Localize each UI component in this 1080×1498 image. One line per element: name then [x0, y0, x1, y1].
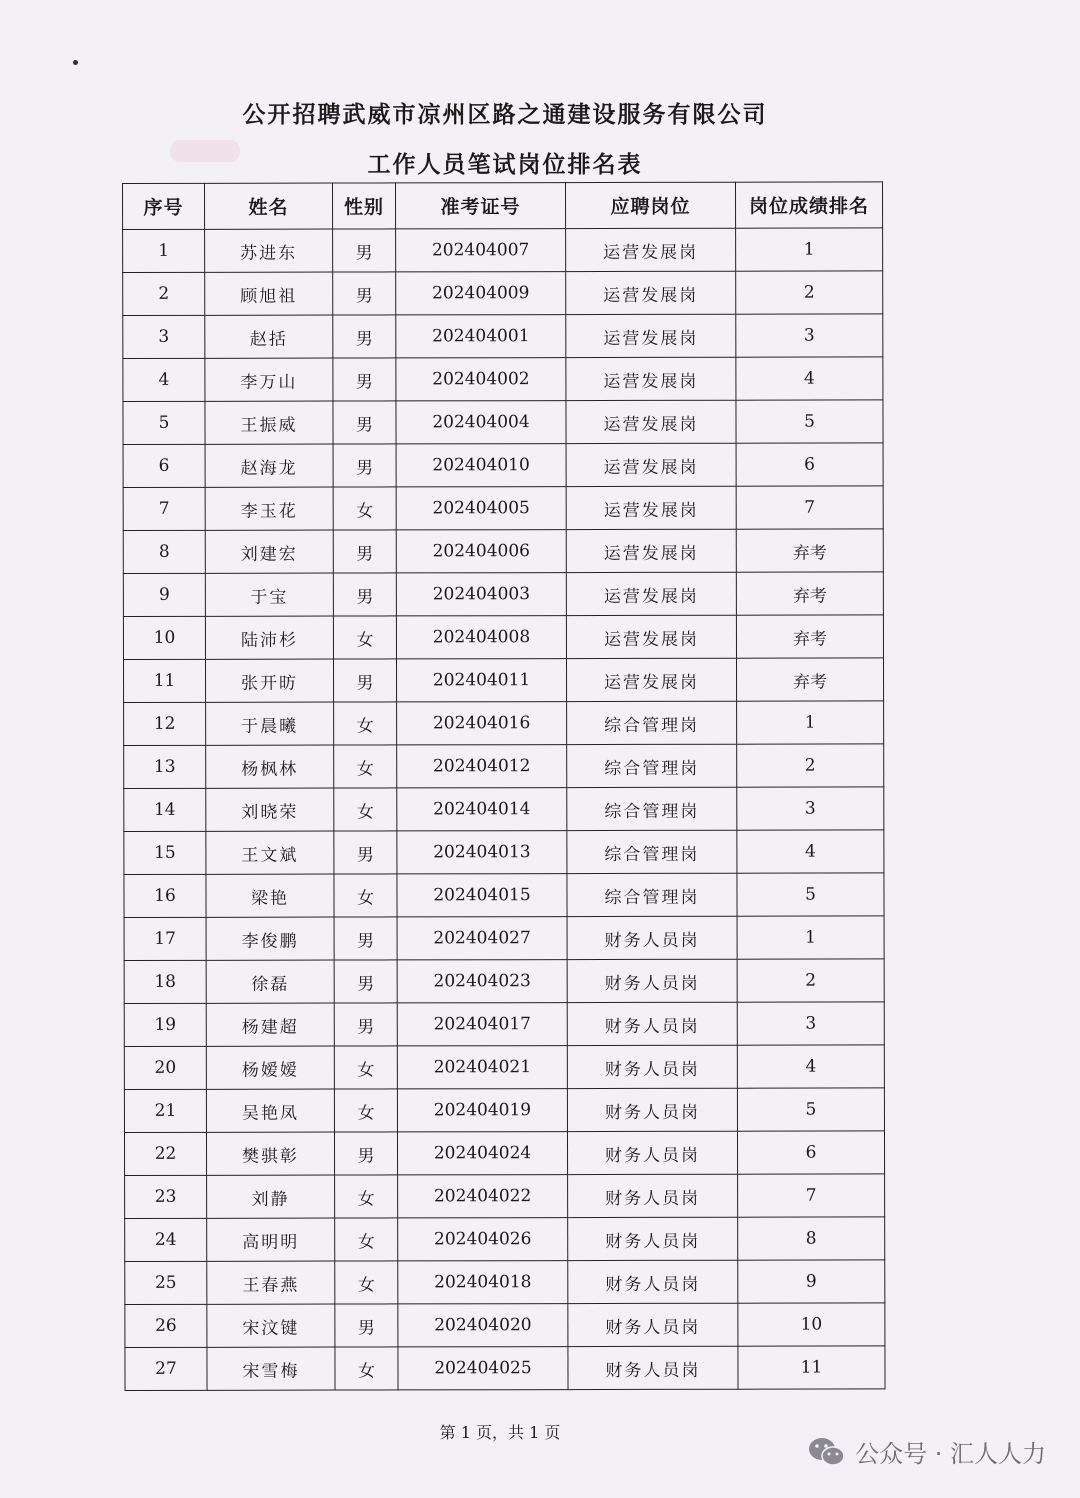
cell-index: 8	[123, 530, 205, 573]
cell-rank: 1	[737, 701, 884, 744]
col-header-gender: 性别	[333, 183, 396, 229]
cell-name: 于晨曦	[206, 702, 334, 745]
cell-exam-id: 202404005	[396, 487, 566, 530]
cell-index: 25	[125, 1261, 207, 1304]
cell-gender: 女	[334, 874, 397, 917]
table-row	[125, 1346, 885, 1391]
table-row	[124, 1045, 884, 1090]
cell-gender: 女	[334, 1046, 397, 1089]
table-row	[124, 873, 884, 918]
cell-name: 刘晓荣	[206, 788, 334, 831]
table-row	[123, 314, 883, 359]
cell-index: 10	[123, 616, 205, 659]
cell-gender: 男	[333, 573, 396, 616]
cell-name: 樊骐彰	[206, 1132, 334, 1175]
cell-index: 16	[124, 874, 206, 917]
cell-exam-id: 202404003	[396, 573, 566, 616]
table-row	[123, 271, 883, 316]
cell-position: 运营发展岗	[566, 228, 736, 271]
table-row	[124, 1131, 884, 1176]
table-row	[124, 701, 884, 746]
cell-name: 王文斌	[206, 831, 334, 874]
scan-speck	[73, 60, 78, 65]
table-row	[123, 658, 883, 703]
cell-gender: 男	[333, 229, 396, 272]
cell-exam-id: 202404024	[397, 1132, 567, 1175]
cell-index: 21	[124, 1089, 206, 1132]
cell-name: 宋雪梅	[207, 1347, 335, 1390]
table-row	[123, 228, 883, 273]
cell-position: 财务人员岗	[567, 1045, 737, 1088]
cell-exam-id: 202404011	[396, 659, 566, 702]
cell-name: 刘建宏	[205, 530, 333, 573]
cell-position: 综合管理岗	[567, 744, 737, 787]
watermark-text: 公众号 · 汇人人力	[855, 1440, 1046, 1468]
table-body	[123, 228, 885, 1391]
col-header-position: 应聘岗位	[566, 182, 736, 228]
cell-rank: 7	[736, 486, 883, 529]
table-row	[124, 830, 884, 875]
table-row	[123, 529, 883, 574]
cell-gender: 女	[335, 1218, 398, 1261]
cell-position: 运营发展岗	[566, 357, 736, 400]
cell-rank: 3	[737, 787, 884, 830]
cell-exam-id: 202404001	[396, 315, 566, 358]
cell-rank: 5	[737, 1088, 884, 1131]
wechat-icon	[807, 1435, 847, 1469]
table-row	[123, 400, 883, 445]
cell-rank: 3	[737, 1002, 884, 1045]
cell-position: 综合管理岗	[567, 830, 737, 873]
cell-exam-id: 202404013	[397, 831, 567, 874]
cell-gender: 女	[334, 745, 397, 788]
cell-index: 27	[125, 1347, 207, 1390]
cell-index: 15	[124, 831, 206, 874]
cell-gender: 女	[334, 1089, 397, 1132]
table-row	[123, 615, 883, 660]
cell-rank: 5	[736, 400, 883, 443]
cell-index: 23	[125, 1175, 207, 1218]
cell-rank: 3	[736, 314, 883, 357]
cell-rank: 7	[738, 1174, 885, 1217]
cell-exam-id: 202404015	[397, 874, 567, 917]
cell-index: 6	[123, 444, 205, 487]
page-number: 第 1 页，共 1 页	[439, 1423, 561, 1442]
cell-name: 李俊鹏	[206, 917, 334, 960]
cell-position: 财务人员岗	[568, 1260, 738, 1303]
cell-exam-id: 202404023	[397, 960, 567, 1003]
ranking-table	[122, 181, 886, 1391]
col-header-name: 姓名	[205, 183, 333, 229]
cell-name: 赵括	[205, 315, 333, 358]
cell-index: 3	[123, 315, 205, 358]
cell-position: 运营发展岗	[566, 615, 736, 658]
cell-position: 综合管理岗	[567, 701, 737, 744]
cell-exam-id: 202404002	[396, 358, 566, 401]
cell-position: 财务人员岗	[567, 1088, 737, 1131]
cell-exam-id: 202404020	[398, 1304, 568, 1347]
cell-position: 综合管理岗	[567, 787, 737, 830]
cell-index: 13	[124, 745, 206, 788]
cell-position: 运营发展岗	[566, 271, 736, 314]
cell-position: 财务人员岗	[567, 1002, 737, 1045]
cell-index: 2	[123, 272, 205, 315]
cell-position: 财务人员岗	[567, 916, 737, 959]
table-row	[124, 787, 884, 832]
cell-exam-id: 202404004	[396, 401, 566, 444]
table-row	[125, 1217, 885, 1262]
cell-rank: 弃考	[736, 658, 883, 701]
cell-gender: 女	[334, 702, 397, 745]
cell-position: 综合管理岗	[567, 873, 737, 916]
document-title: 公开招聘武威市凉州区路之通建设服务有限公司	[242, 101, 768, 128]
cell-name: 陆沛杉	[205, 616, 333, 659]
watermark	[807, 1434, 1046, 1469]
cell-gender: 男	[334, 1003, 397, 1046]
cell-rank: 10	[738, 1303, 885, 1346]
cell-rank: 2	[737, 744, 884, 787]
cell-exam-id: 202404019	[397, 1089, 567, 1132]
cell-gender: 女	[335, 1175, 398, 1218]
col-header-rank: 岗位成绩排名	[735, 182, 882, 228]
cell-name: 顾旭祖	[205, 272, 333, 315]
cell-rank: 11	[738, 1346, 885, 1389]
cell-rank: 9	[738, 1260, 885, 1303]
cell-gender: 男	[333, 358, 396, 401]
cell-position: 财务人员岗	[567, 1131, 737, 1174]
cell-position: 运营发展岗	[566, 443, 736, 486]
cell-index: 1	[123, 229, 205, 272]
cell-exam-id: 202404017	[397, 1003, 567, 1046]
cell-exam-id: 202404012	[397, 745, 567, 788]
cell-rank: 弃考	[736, 572, 883, 615]
table-row	[125, 1260, 885, 1305]
cell-exam-id: 202404010	[396, 444, 566, 487]
cell-rank: 6	[736, 443, 883, 486]
cell-index: 24	[125, 1218, 207, 1261]
cell-index: 14	[124, 788, 206, 831]
cell-index: 18	[124, 960, 206, 1003]
cell-gender: 男	[334, 917, 397, 960]
table-row	[125, 1303, 885, 1348]
cell-exam-id: 202404026	[398, 1218, 568, 1261]
document-subtitle: 工作人员笔试岗位排名表	[367, 151, 643, 178]
cell-index: 7	[123, 487, 205, 530]
cell-rank: 1	[737, 916, 884, 959]
table-row	[124, 916, 884, 961]
cell-name: 张开昉	[205, 659, 333, 702]
cell-rank: 弃考	[736, 529, 883, 572]
cell-gender: 女	[333, 616, 396, 659]
cell-gender: 男	[333, 272, 396, 315]
cell-position: 运营发展岗	[566, 529, 736, 572]
cell-rank: 5	[737, 873, 884, 916]
cell-name: 杨枫林	[206, 745, 334, 788]
cell-gender: 男	[334, 1132, 397, 1175]
cell-exam-id: 202404016	[397, 702, 567, 745]
cell-gender: 女	[335, 1347, 398, 1390]
cell-name: 徐磊	[206, 960, 334, 1003]
cell-exam-id: 202404009	[396, 272, 566, 315]
cell-gender: 男	[334, 831, 397, 874]
cell-name: 苏进东	[205, 229, 333, 272]
cell-gender: 男	[333, 315, 396, 358]
cell-position: 运营发展岗	[566, 658, 736, 701]
cell-gender: 女	[333, 487, 396, 530]
cell-position: 财务人员岗	[568, 1174, 738, 1217]
cell-position: 财务人员岗	[567, 959, 737, 1002]
cell-index: 11	[123, 659, 205, 702]
table-row	[123, 357, 883, 402]
cell-rank: 2	[736, 271, 883, 314]
cell-index: 22	[124, 1132, 206, 1175]
table-row	[124, 959, 884, 1004]
cell-rank: 1	[736, 228, 883, 271]
cell-rank: 2	[737, 959, 884, 1002]
table-row	[123, 443, 883, 488]
cell-index: 5	[123, 401, 205, 444]
cell-position: 运营发展岗	[566, 314, 736, 357]
cell-gender: 男	[334, 960, 397, 1003]
cell-exam-id: 202404006	[396, 530, 566, 573]
cell-index: 9	[123, 573, 205, 616]
cell-index: 26	[125, 1304, 207, 1347]
cell-gender: 男	[333, 530, 396, 573]
cell-rank: 6	[737, 1131, 884, 1174]
cell-position: 财务人员岗	[568, 1217, 738, 1260]
cell-name: 梁艳	[206, 874, 334, 917]
col-header-index: 序号	[123, 183, 205, 229]
cell-exam-id: 202404021	[397, 1046, 567, 1089]
cell-name: 宋汶键	[207, 1304, 335, 1347]
table-row	[124, 744, 884, 789]
cell-rank: 4	[737, 830, 884, 873]
cell-index: 19	[124, 1003, 206, 1046]
cell-exam-id: 202404022	[398, 1175, 568, 1218]
cell-name: 杨嫒嫒	[206, 1046, 334, 1089]
cell-gender: 男	[335, 1304, 398, 1347]
cell-exam-id: 202404027	[397, 917, 567, 960]
cell-position: 运营发展岗	[566, 486, 736, 529]
cell-exam-id: 202404007	[396, 229, 566, 272]
cell-exam-id: 202404018	[398, 1261, 568, 1304]
table-row	[124, 1002, 884, 1047]
cell-name: 杨建超	[206, 1003, 334, 1046]
cell-position: 财务人员岗	[568, 1346, 738, 1389]
table-row	[125, 1174, 885, 1219]
cell-rank: 4	[737, 1045, 884, 1088]
cell-gender: 女	[334, 788, 397, 831]
cell-rank: 8	[738, 1217, 885, 1260]
table-row	[123, 486, 883, 531]
cell-index: 4	[123, 358, 205, 401]
cell-name: 李万山	[205, 358, 333, 401]
cell-name: 高明明	[207, 1218, 335, 1261]
cell-name: 王振威	[205, 401, 333, 444]
cell-position: 运营发展岗	[566, 572, 736, 615]
table-header-row	[123, 182, 883, 230]
cell-rank: 弃考	[736, 615, 883, 658]
cell-exam-id: 202404025	[398, 1347, 568, 1390]
cell-gender: 男	[333, 444, 396, 487]
cell-index: 17	[124, 917, 206, 960]
cell-name: 吴艳凤	[206, 1089, 334, 1132]
cell-name: 于宝	[205, 573, 333, 616]
cell-name: 李玉花	[205, 487, 333, 530]
cell-exam-id: 202404008	[396, 616, 566, 659]
cell-exam-id: 202404014	[397, 788, 567, 831]
table-row	[123, 572, 883, 617]
cell-gender: 男	[333, 401, 396, 444]
cell-position: 运营发展岗	[566, 400, 736, 443]
cell-name: 赵海龙	[205, 444, 333, 487]
cell-index: 12	[124, 702, 206, 745]
cell-rank: 4	[736, 357, 883, 400]
cell-gender: 女	[335, 1261, 398, 1304]
cell-index: 20	[124, 1046, 206, 1089]
cell-position: 财务人员岗	[568, 1303, 738, 1346]
cell-gender: 男	[333, 659, 396, 702]
cell-name: 王春燕	[207, 1261, 335, 1304]
col-header-exam-id: 准考证号	[396, 183, 566, 229]
table-row	[124, 1088, 884, 1133]
cell-name: 刘静	[207, 1175, 335, 1218]
